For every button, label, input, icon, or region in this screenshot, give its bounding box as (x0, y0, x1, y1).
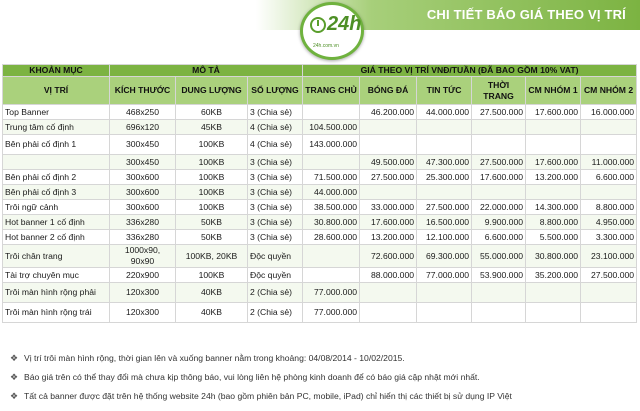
cell-cm-nhom-2: 23.100.000 (581, 245, 637, 268)
cell-cm-nhom-1: 14.300.000 (526, 200, 581, 215)
cell-kich-thuoc: 300x600 (110, 185, 176, 200)
col-kich-thuoc: KÍCH THƯỚC (110, 77, 176, 105)
cell-thoi-trang: 55.000.000 (472, 245, 526, 268)
cell-thoi-trang: 27.500.000 (472, 105, 526, 120)
page-header (0, 0, 640, 60)
cell-trang-chu: 104.500.000 (303, 120, 360, 135)
cell-kich-thuoc: 120x300 (110, 303, 176, 323)
cell-tin-tuc: 47.300.000 (417, 155, 472, 170)
cell-vi-tri: Trôi màn hình rộng trái (3, 303, 110, 323)
logo-number: 24h (327, 13, 362, 35)
col-dung-luong: DUNG LƯỢNG (176, 77, 248, 105)
cell-dung-luong: 50KB (176, 215, 248, 230)
cell-vi-tri: Trôi chân trang (3, 245, 110, 268)
cell-dung-luong: 45KB (176, 120, 248, 135)
price-table (2, 64, 637, 323)
cell-cm-nhom-2: 16.000.000 (581, 105, 637, 120)
cell-kich-thuoc: 300x600 (110, 170, 176, 185)
cell-bong-da (360, 120, 417, 135)
cell-so-luong: 3 (Chia sẻ) (248, 155, 303, 170)
cell-thoi-trang (472, 283, 526, 303)
note-text: Báo giá trên có thể thay đổi mà chưa kịp thông báo, vui lòng liên hệ phòng kinh doanh để có báo giá cập nhật mới nhất. (24, 372, 480, 382)
cell-dung-luong: 100KB (176, 135, 248, 155)
cell-dung-luong: 40KB (176, 283, 248, 303)
cell-trang-chu: 28.600.000 (303, 230, 360, 245)
cell-trang-chu (303, 245, 360, 268)
group-khoan-muc: KHOẢN MỤC (3, 65, 110, 77)
cell-bong-da: 46.200.000 (360, 105, 417, 120)
cell-kich-thuoc: 336x280 (110, 230, 176, 245)
cell-thoi-trang: 6.600.000 (472, 230, 526, 245)
cell-tin-tuc: 44.000.000 (417, 105, 472, 120)
cell-trang-chu: 77.000.000 (303, 303, 360, 323)
cell-thoi-trang: 17.600.000 (472, 170, 526, 185)
cell-bong-da: 33.000.000 (360, 200, 417, 215)
col-bong-da: BÓNG ĐÁ (360, 77, 417, 105)
cell-thoi-trang (472, 135, 526, 155)
cell-cm-nhom-2 (581, 120, 637, 135)
cell-so-luong: 3 (Chia sẻ) (248, 105, 303, 120)
group-mo-ta: MÔ TẢ (110, 65, 303, 77)
cell-kich-thuoc: 300x450 (110, 155, 176, 170)
cell-tin-tuc (417, 283, 472, 303)
cell-so-luong: 3 (Chia sẻ) (248, 215, 303, 230)
cell-trang-chu: 38.500.000 (303, 200, 360, 215)
cell-so-luong: Độc quyền (248, 268, 303, 283)
cell-tin-tuc (417, 303, 472, 323)
cell-thoi-trang (472, 120, 526, 135)
cell-trang-chu: 143.000.000 (303, 135, 360, 155)
cell-cm-nhom-1: 35.200.000 (526, 268, 581, 283)
cell-dung-luong: 100KB (176, 200, 248, 215)
page-title: CHI TIẾT BÁO GIÁ THEO VỊ TRÍ (426, 7, 626, 22)
cell-trang-chu (303, 155, 360, 170)
cell-cm-nhom-2: 27.500.000 (581, 268, 637, 283)
table-row (3, 135, 637, 155)
col-vi-tri: VỊ TRÍ (3, 77, 110, 105)
cell-so-luong: 2 (Chia sẻ) (248, 283, 303, 303)
cell-cm-nhom-2 (581, 303, 637, 323)
table-row (3, 283, 637, 303)
cell-dung-luong: 100KB (176, 268, 248, 283)
cell-cm-nhom-2: 6.600.000 (581, 170, 637, 185)
cell-so-luong: 3 (Chia sẻ) (248, 200, 303, 215)
table-row (3, 245, 637, 268)
cell-dung-luong: 100KB (176, 170, 248, 185)
note-text: Tất cả banner được đặt trên hệ thống website 24h (bao gồm phiên bản PC, mobile, iPad) chỉ hiển thị các thiết bị sử dụng IP Việt (24, 391, 512, 401)
cell-cm-nhom-2: 3.300.000 (581, 230, 637, 245)
cell-tin-tuc: 12.100.000 (417, 230, 472, 245)
table-row (3, 303, 637, 323)
cell-trang-chu (303, 105, 360, 120)
cell-bong-da: 17.600.000 (360, 215, 417, 230)
cell-cm-nhom-2 (581, 135, 637, 155)
cell-thoi-trang (472, 185, 526, 200)
cell-cm-nhom-1 (526, 135, 581, 155)
table-row (3, 120, 637, 135)
col-cm-nhom-2: CM NHÓM 2 (581, 77, 637, 105)
cell-thoi-trang: 22.000.000 (472, 200, 526, 215)
table-row (3, 215, 637, 230)
note-item (8, 390, 636, 409)
cell-tin-tuc: 25.300.000 (417, 170, 472, 185)
table-group-header (3, 65, 637, 77)
cell-kich-thuoc: 468x250 (110, 105, 176, 120)
cell-cm-nhom-1: 8.800.000 (526, 215, 581, 230)
cell-cm-nhom-2: 11.000.000 (581, 155, 637, 170)
cell-kich-thuoc: 300x450 (110, 135, 176, 155)
clock-icon (310, 17, 326, 33)
cell-tin-tuc: 69.300.000 (417, 245, 472, 268)
col-cm-nhom-1: CM NHÓM 1 (526, 77, 581, 105)
cell-so-luong: 2 (Chia sẻ) (248, 303, 303, 323)
cell-vi-tri: Top Banner (3, 105, 110, 120)
cell-cm-nhom-2 (581, 185, 637, 200)
cell-vi-tri: Tài trợ chuyên mục (3, 268, 110, 283)
cell-tin-tuc (417, 135, 472, 155)
cell-so-luong: 4 (Chia sẻ) (248, 135, 303, 155)
col-thoi-trang: THỜI TRANG (472, 77, 526, 105)
cell-dung-luong: 100KB (176, 185, 248, 200)
cell-bong-da: 27.500.000 (360, 170, 417, 185)
cell-kich-thuoc: 336x280 (110, 215, 176, 230)
cell-bong-da: 88.000.000 (360, 268, 417, 283)
cell-kich-thuoc: 696x120 (110, 120, 176, 135)
cell-vi-tri: Trung tâm cố định (3, 120, 110, 135)
col-tin-tuc: TIN TỨC (417, 77, 472, 105)
diamond-bullet-icon: ❖ (10, 353, 19, 363)
cell-thoi-trang (472, 303, 526, 323)
cell-tin-tuc: 77.000.000 (417, 268, 472, 283)
cell-vi-tri: Bên phải cố định 1 (3, 135, 110, 155)
cell-vi-tri: Hot banner 2 cố định (3, 230, 110, 245)
cell-cm-nhom-2: 8.800.000 (581, 200, 637, 215)
notes-list (8, 352, 636, 409)
cell-so-luong: 3 (Chia sẻ) (248, 185, 303, 200)
cell-cm-nhom-1 (526, 120, 581, 135)
cell-kich-thuoc: 1000x90, 90x90 (110, 245, 176, 268)
cell-bong-da (360, 185, 417, 200)
cell-cm-nhom-2 (581, 283, 637, 303)
cell-kich-thuoc: 120x300 (110, 283, 176, 303)
table-row (3, 155, 637, 170)
cell-dung-luong: 60KB (176, 105, 248, 120)
logo-subtext: 24h.com.vn (313, 43, 339, 49)
cell-tin-tuc: 16.500.000 (417, 215, 472, 230)
cell-vi-tri: Trôi màn hình rộng phải (3, 283, 110, 303)
cell-so-luong: Độc quyền (248, 245, 303, 268)
cell-dung-luong: 50KB (176, 230, 248, 245)
cell-kich-thuoc: 220x900 (110, 268, 176, 283)
cell-tin-tuc: 27.500.000 (417, 200, 472, 215)
diamond-bullet-icon: ❖ (10, 391, 19, 401)
cell-trang-chu (303, 268, 360, 283)
cell-bong-da (360, 283, 417, 303)
cell-dung-luong: 100KB, 20KB (176, 245, 248, 268)
table-row (3, 268, 637, 283)
cell-cm-nhom-1: 17.600.000 (526, 155, 581, 170)
table-row (3, 230, 637, 245)
cell-vi-tri: Bên phải cố định 2 (3, 170, 110, 185)
note-item (8, 371, 636, 390)
col-so-luong: SỐ LƯỢNG (248, 77, 303, 105)
cell-tin-tuc (417, 120, 472, 135)
table-column-header (3, 77, 637, 105)
cell-cm-nhom-1: 30.800.000 (526, 245, 581, 268)
table-row (3, 105, 637, 120)
note-text: Vị trí trôi màn hình rộng, thời gian lên và xuống banner nằm trong khoảng: 04/08/2014 - 10/02/2015. (24, 353, 405, 363)
cell-so-luong: 3 (Chia sẻ) (248, 170, 303, 185)
cell-cm-nhom-1: 5.500.000 (526, 230, 581, 245)
cell-bong-da (360, 303, 417, 323)
cell-trang-chu: 30.800.000 (303, 215, 360, 230)
table-row (3, 200, 637, 215)
cell-tin-tuc (417, 185, 472, 200)
cell-bong-da: 49.500.000 (360, 155, 417, 170)
cell-trang-chu: 77.000.000 (303, 283, 360, 303)
cell-trang-chu: 71.500.000 (303, 170, 360, 185)
cell-cm-nhom-1 (526, 283, 581, 303)
cell-vi-tri: Bên phải cố định 3 (3, 185, 110, 200)
cell-cm-nhom-1 (526, 303, 581, 323)
cell-bong-da: 13.200.000 (360, 230, 417, 245)
cell-cm-nhom-1: 17.600.000 (526, 105, 581, 120)
cell-so-luong: 3 (Chia sẻ) (248, 230, 303, 245)
cell-cm-nhom-2: 4.950.000 (581, 215, 637, 230)
cell-cm-nhom-1 (526, 185, 581, 200)
cell-vi-tri: Trôi ngữ cảnh (3, 200, 110, 215)
cell-dung-luong: 100KB (176, 155, 248, 170)
cell-so-luong: 4 (Chia sẻ) (248, 120, 303, 135)
cell-thoi-trang: 9.900.000 (472, 215, 526, 230)
diamond-bullet-icon: ❖ (10, 372, 19, 382)
cell-bong-da: 72.600.000 (360, 245, 417, 268)
col-trang-chu: TRANG CHỦ (303, 77, 360, 105)
cell-bong-da (360, 135, 417, 155)
cell-cm-nhom-1: 13.200.000 (526, 170, 581, 185)
table-row (3, 170, 637, 185)
cell-thoi-trang: 27.500.000 (472, 155, 526, 170)
note-item (8, 352, 636, 371)
cell-vi-tri (3, 155, 110, 170)
cell-trang-chu: 44.000.000 (303, 185, 360, 200)
cell-thoi-trang: 53.900.000 (472, 268, 526, 283)
logo-24h[interactable] (300, 2, 364, 60)
cell-kich-thuoc: 300x600 (110, 200, 176, 215)
table-row (3, 185, 637, 200)
cell-dung-luong: 40KB (176, 303, 248, 323)
cell-vi-tri: Hot banner 1 cố định (3, 215, 110, 230)
group-gia: GIÁ THEO VỊ TRÍ VNĐ/TUẦN (ĐÃ BAO GỒM 10% VAT) (303, 65, 637, 77)
